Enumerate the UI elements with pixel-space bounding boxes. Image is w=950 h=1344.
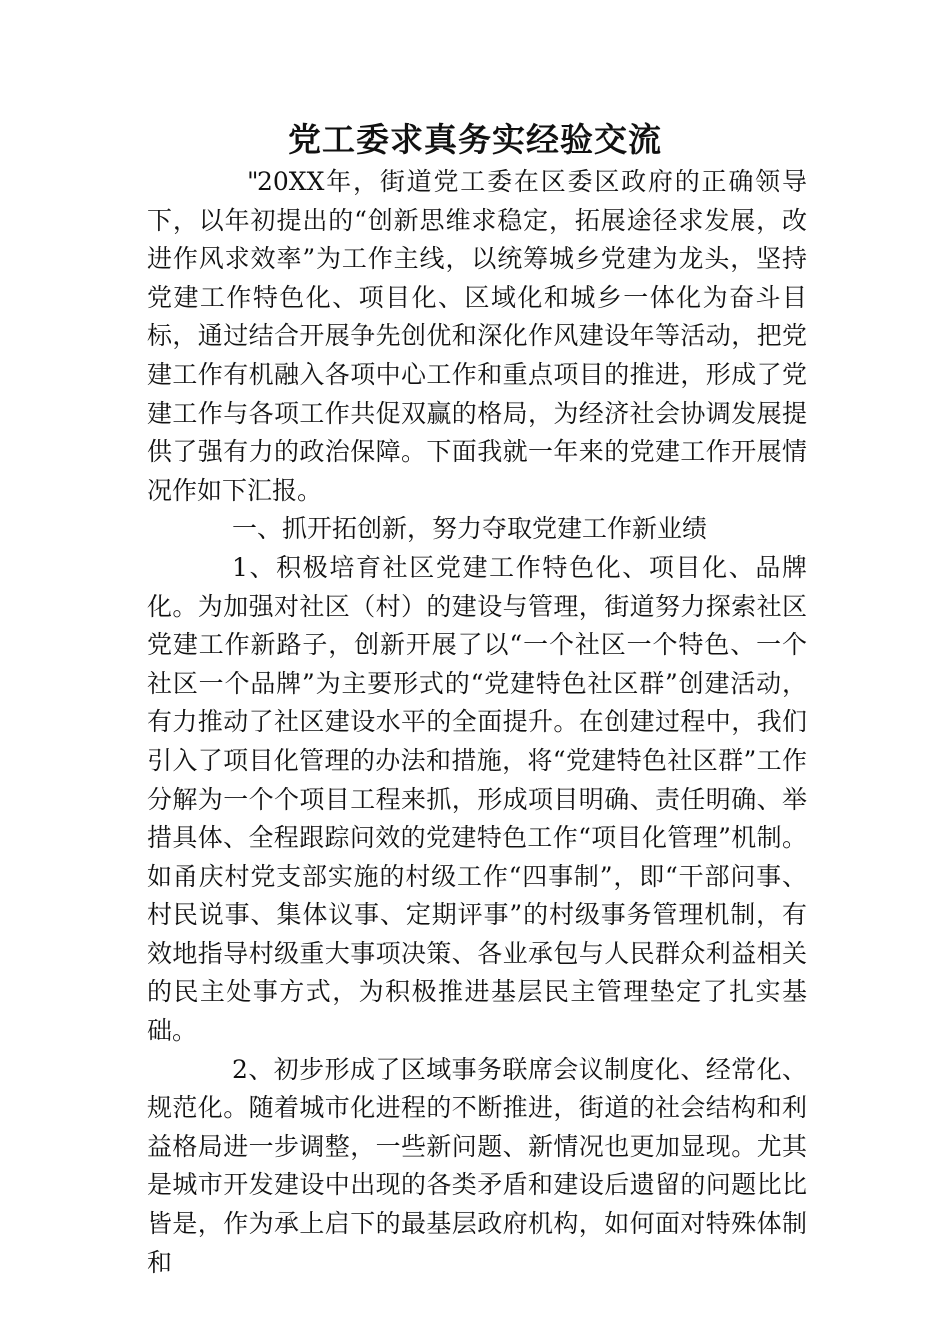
paragraph-item-1: 1、积极培育社区党建工作特色化、项目化、品牌化。为加强对社区（村）的建设与管理，街道努力探索社区党建工作新路子，创新开展了以“一个社区一个特色、一个社区一个品牌”为主要形式的“党建特色社区群”创建活动，有力推动了社区建设水平的全面提升。在创建过程中，我们引入了项目化管理的办法和措施，将“党建特色社区群”工作分解为一个个项目工程来抓，形成项目明确、责任明确、举措具体、全程跟踪问效的党建特色工作“项目化管理”机制。如甬庆村党支部实施的村级工作“四事制”，即“干部问事、村民说事、集体议事、定期评事”的村级事务管理机制，有效地指导村级重大事项决策、各业承包与人民群众利益相关的民主处事方式，为积极推进基层民主管理垫定了扎实基础。 [147, 552, 807, 1046]
stray-quote-mark: " [247, 167, 259, 196]
paragraph-item-2: 2、初步形成了区域事务联席会议制度化、经常化、规范化。随着城市化进程的不断推进，街道的社会结构和利益格局进一步调整，一些新问题、新情况也更加显现。尤其是城市开发建设中出现的各类矛盾和建设后遗留的问题比比皆是，作为承上启下的最基层政府机构，如何面对特殊体制和 [147, 1054, 807, 1277]
document-body [147, 163, 807, 1282]
paragraph-intro [147, 163, 807, 510]
section-heading: 一、抓开拓创新，努力夺取党建工作新业绩 [232, 514, 708, 544]
paragraph-intro-text: 20XX年，街道党工委在区委区政府的正确领导下，以年初提出的“创新思维求稳定，拓展途径求发展，改进作风求效率”为工作主线，以统筹城乡党建为龙头，坚持党建工作特色化、项目化、区域化和城乡一体化为奋斗目标，通过结合开展争先创优和深化作风建设年等活动，把党建工作有机融入各项中心工作和重点项目的推进，形成了党建工作与各项工作共促双赢的格局，为经济社会协调发展提供了强有力的政治保障。下面我就一年来的党建工作开展情况作如下汇报。 [147, 167, 807, 505]
document-title: 党工委求真务实经验交流 [288, 120, 662, 159]
